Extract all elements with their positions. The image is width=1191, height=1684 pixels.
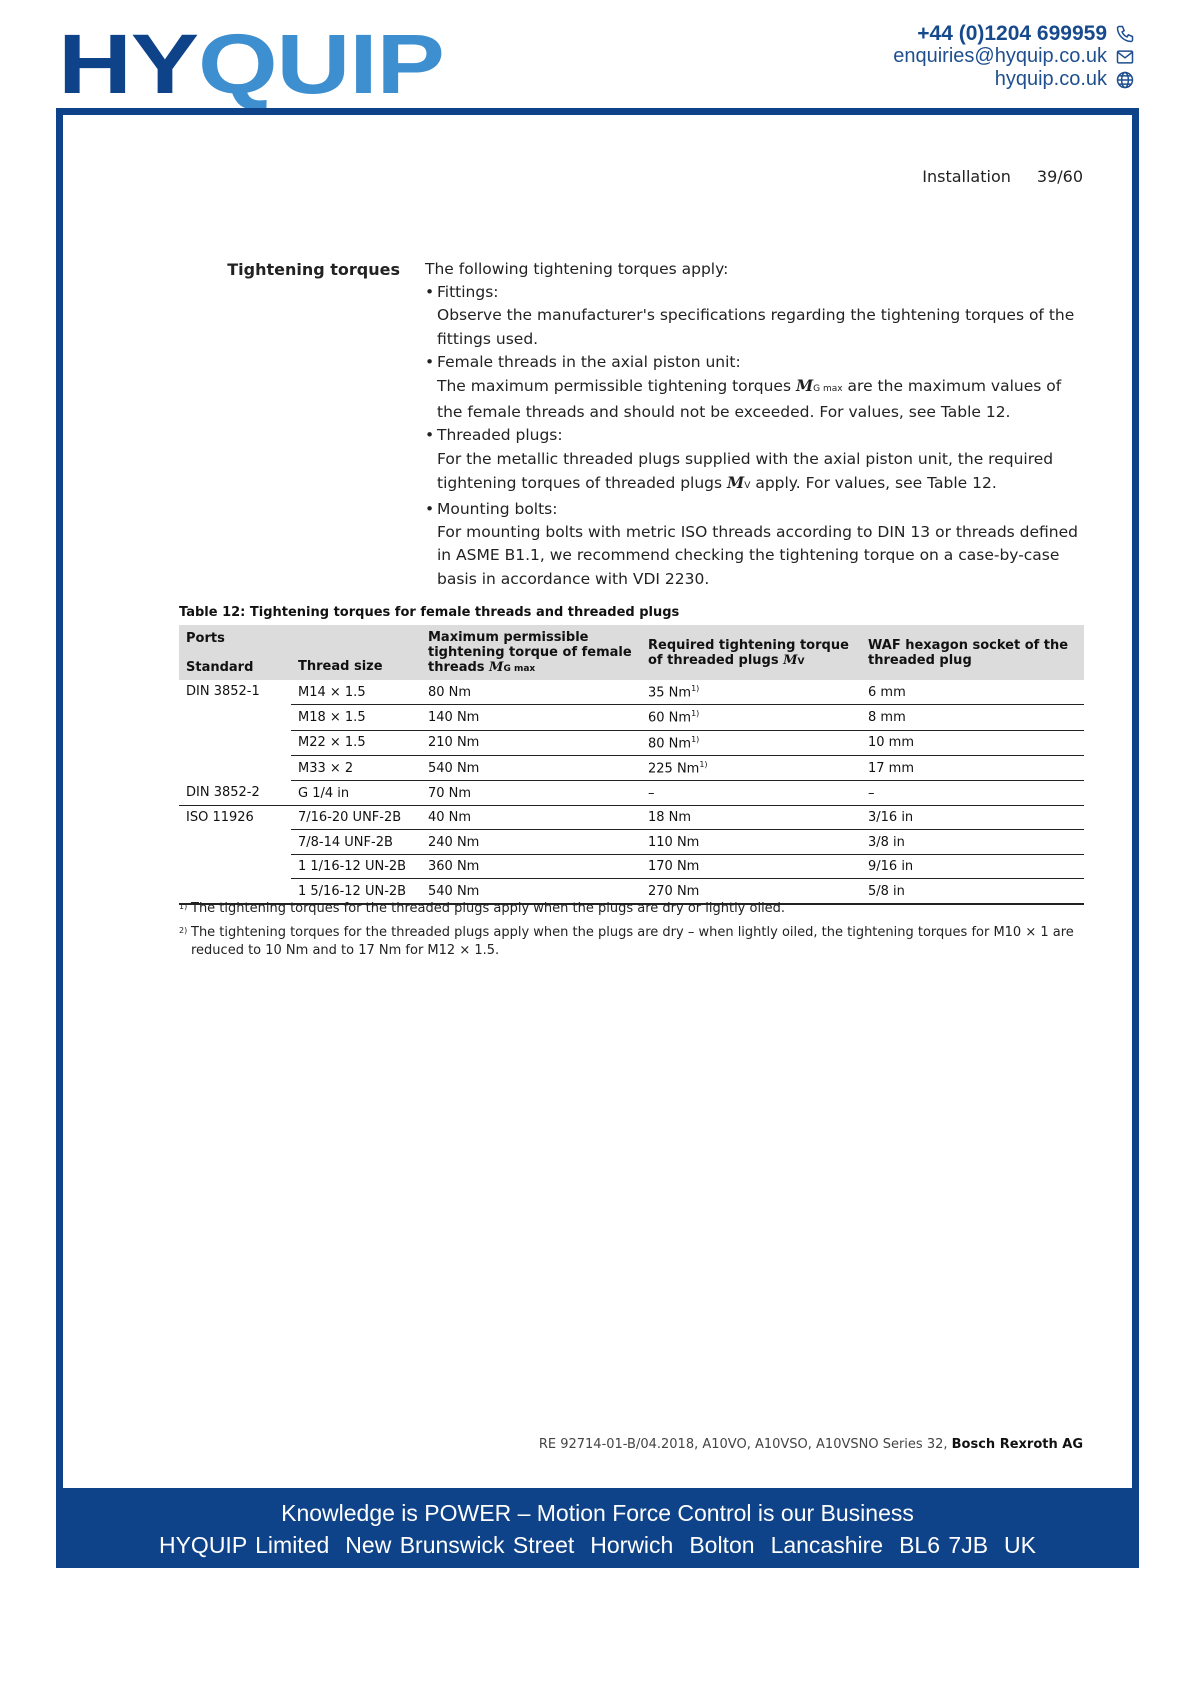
cell-max: 360 Nm	[421, 854, 641, 879]
cell-req: 170 Nm	[641, 854, 861, 879]
bullet-title: • Female threads in the axial piston unit:	[425, 351, 1085, 374]
cell-thread: 1 5/16-12 UN-2B	[291, 879, 421, 904]
cell-thread: G 1/4 in	[291, 781, 421, 806]
cell-thread: M14 × 1.5	[291, 680, 421, 705]
cell-waf: 17 mm	[861, 755, 1084, 780]
table-row	[179, 730, 1084, 755]
phone-number[interactable]: +44 (0)1204 699959	[917, 22, 1107, 45]
body-text	[425, 258, 1085, 591]
bullet-text: The maximum permissible tightening torques MG max are the maximum values of the female threads and should not be exceeded. For values, see Table 12.	[437, 376, 1062, 422]
table-row	[179, 755, 1084, 780]
section-name: Installation	[922, 167, 1011, 186]
header-required-torque: Required tightening torque of threaded plugs MV	[641, 625, 861, 680]
website-link[interactable]: hyquip.co.uk	[994, 68, 1107, 90]
footnote: 2) The tightening torques for the threaded plugs apply when the plugs are dry – when lightly oiled, the tightening torques for M10 × 1 are reduced to 10 Nm and to 17 Nm for M12 × 1.5.	[179, 924, 1089, 960]
cell-thread: 7/8-14 UNF-2B	[291, 830, 421, 855]
cell-max: 80 Nm	[421, 680, 641, 705]
bullet-text: For mounting bolts with metric ISO threads according to DIN 13 or threads defined in ASME B1.1, we recommend checking the tightening torque on a case-by-case basis in accordance with VDI 2230.	[437, 523, 1079, 588]
cell-max: 540 Nm	[421, 879, 641, 904]
cell-standard: DIN 3852-1	[186, 684, 260, 699]
bullet-title: • Mounting bolts:	[425, 498, 1085, 521]
bullet-title: • Fittings:	[425, 281, 1085, 304]
contact-phone[interactable]	[893, 22, 1135, 45]
cell-waf: 9/16 in	[861, 854, 1084, 879]
header-max-torque: Maximum permissible tightening torque of female threads MG max	[421, 625, 641, 680]
cell-waf: 8 mm	[861, 705, 1084, 730]
cell-max: 70 Nm	[421, 781, 641, 806]
cell-waf: 3/16 in	[861, 805, 1084, 830]
cell-thread: M22 × 1.5	[291, 730, 421, 755]
table-row	[179, 781, 1084, 806]
cell-waf: –	[861, 781, 1084, 806]
footnote-mark: 1)	[179, 902, 188, 911]
cell-req: 225 Nm$^{1)}$	[641, 755, 861, 780]
table-row	[179, 680, 1084, 705]
footnote-mark: 2)	[179, 926, 188, 935]
cell-req: –	[641, 781, 861, 806]
phone-icon	[1115, 24, 1135, 44]
bullet-text: For the metallic threaded plugs supplied with the axial piston unit, the required tightening torques of threaded plugs MV apply. For values, see Table 12.	[437, 449, 1054, 492]
page-number: 39/60	[1036, 167, 1083, 186]
symbol-subscript: V	[744, 480, 751, 491]
table-row	[179, 805, 1084, 830]
table-row	[179, 830, 1084, 855]
hyquip-logo: HYQUIP	[58, 17, 444, 111]
intro-text: The following tightening torques apply:	[425, 260, 729, 278]
symbol-subscript: G max	[813, 384, 843, 395]
footnote-ref: 1)	[691, 684, 700, 693]
cell-standard: DIN 3852-2	[179, 781, 291, 806]
contact-email[interactable]	[893, 45, 1135, 68]
cell-max: 140 Nm	[421, 705, 641, 730]
cell-thread: 1 1/16-12 UN-2B	[291, 854, 421, 879]
footnote: 1) The tightening torques for the threaded plugs apply when the plugs are dry or lightly oiled.	[179, 900, 1089, 918]
company-name: Bosch Rexroth AG	[951, 1437, 1083, 1452]
cell-waf: 5/8 in	[861, 879, 1084, 904]
bullet-text: Observe the manufacturer's specifications regarding the tightening torques of the fittings used.	[437, 306, 1075, 348]
table-caption: Table 12: Tightening torques for female threads and threaded plugs	[179, 605, 680, 620]
cell-max: 540 Nm	[421, 755, 641, 780]
company-address: HYQUIP Limited New Brunswick Street Horwich Bolton Lancashire BL6 7JB UK	[158, 1532, 1036, 1558]
cell-max: 210 Nm	[421, 730, 641, 755]
symbol-m: M	[727, 472, 745, 492]
globe-icon	[1115, 70, 1135, 90]
cell-waf: 6 mm	[861, 680, 1084, 705]
email-address[interactable]: enquiries@hyquip.co.uk	[893, 45, 1107, 67]
document-reference: RE 92714-01-B/04.2018, A10VO, A10VSO, A10VSNO Series 32, Bosch Rexroth AG	[538, 1437, 1083, 1452]
footnote-ref: 1)	[691, 709, 700, 719]
cell-standard: ISO 11926	[179, 805, 291, 904]
table-row	[179, 854, 1084, 879]
cell-max: 40 Nm	[421, 805, 641, 830]
cell-thread: M18 × 1.5	[291, 705, 421, 730]
cell-req: 18 Nm	[641, 805, 861, 830]
contact-block	[893, 22, 1135, 91]
table-header-row	[179, 625, 1084, 680]
table-row	[179, 705, 1084, 730]
torque-table	[179, 625, 1084, 905]
cell-thread: M33 × 2	[291, 755, 421, 780]
cell-waf: 10 mm	[861, 730, 1084, 755]
page-header	[922, 167, 1083, 186]
footer-band	[56, 1488, 1139, 1568]
cell-waf: 3/8 in	[861, 830, 1084, 855]
cell-req: 35 Nm$^{1)}$	[641, 680, 861, 705]
slogan: Knowledge is POWER – Motion Force Control is our Business	[281, 1500, 914, 1526]
cell-max: 240 Nm	[421, 830, 641, 855]
cell-req: 270 Nm	[641, 879, 861, 904]
header-ports-standard: Ports Standard	[179, 625, 291, 680]
header-thread-size: Thread size	[291, 625, 421, 680]
envelope-icon	[1115, 47, 1135, 67]
cell-thread: 7/16-20 UNF-2B	[291, 805, 421, 830]
bullet-title: • Threaded plugs:	[425, 424, 1085, 447]
contact-web[interactable]	[893, 68, 1135, 91]
header-waf: WAF hexagon socket of the threaded plug	[861, 625, 1084, 680]
cell-req: 110 Nm	[641, 830, 861, 855]
cell-req: 80 Nm$^{1)}$	[641, 730, 861, 755]
table-footnotes	[179, 900, 1089, 966]
section-label: Tightening torques	[227, 260, 400, 279]
cell-req: 60 Nm$^{1)}$	[641, 705, 861, 730]
symbol-m: M	[795, 376, 814, 396]
footnote-ref: 1)	[691, 734, 700, 744]
footnote-ref: 1)	[699, 759, 708, 769]
